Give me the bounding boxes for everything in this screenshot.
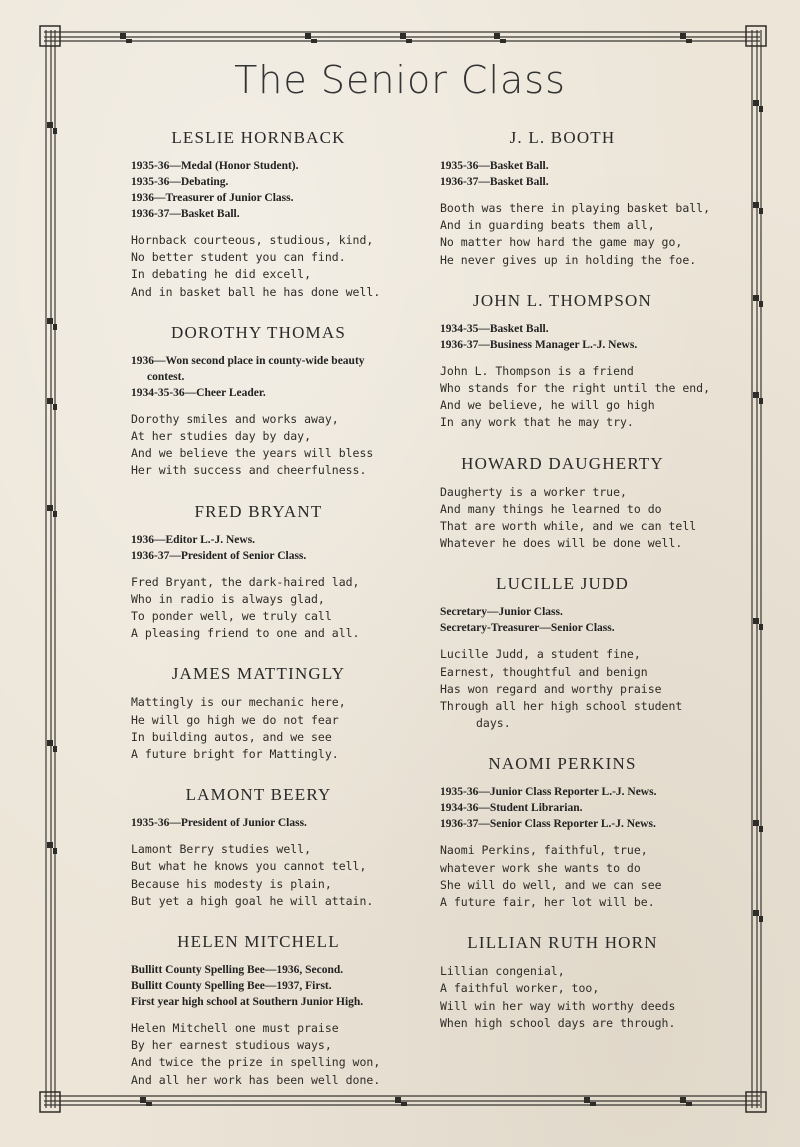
verse-line: A future bright for Mattingly. [131,747,339,762]
verse-line: No better student you can find. [131,250,346,265]
verse-line: Dorothy smiles and works away, [131,411,339,426]
verse-line: Her with success and cheerfulness. [131,463,367,478]
verse-line: At her studies day by day, [131,429,312,444]
activity-item: 1935-36—Medal (Honor Student). [131,160,299,172]
verse-line: He never gives up in holding the foe. [440,252,697,267]
activity-item: Bullitt County Spelling Bee—1936, Second. [131,964,344,977]
activity-item: 1934-35—Basket Ball. [440,322,549,335]
activities-list [440,604,685,636]
verse-line: Who stands for the right until the end, [440,381,711,396]
senior-entry [131,323,386,480]
activity-item: 1936-37—President of Senior Class. [131,549,307,562]
senior-entry [131,664,386,763]
verse-line: Through all her high school student [440,699,683,714]
senior-name: J. L. BOOTH [509,128,616,147]
activity-item: 1934-35-36—Cheer Leader. [131,386,266,399]
verse-line: And twice the prize in spelling won, [131,1055,381,1070]
verse-line: Has won regard and worthy praise [440,681,662,696]
activity-item: 1936—Editor L.-J. News. [131,533,256,546]
activity-item: 1936-37—Senior Class Reporter L.-J. News. [440,818,656,831]
verse [131,841,386,910]
verse-line: Mattingly is our mechanic here, [131,695,346,710]
senior-entry [440,754,685,911]
activity-item: 1936-37—Business Manager L.-J. News. [440,338,638,351]
activities-list [131,962,386,1010]
verse-line: Booth was there in playing basket ball, [440,201,711,215]
verse-line: A faithful worker, too, [440,981,600,996]
verse [131,411,386,480]
activity-item: 1935-36—Debating. [131,176,229,188]
activities-list [440,321,685,353]
verse-line: But what he knows you cannot tell, [131,859,367,874]
senior-entry [440,290,711,432]
verse-line: To ponder well, we truly call [131,609,332,624]
activity-item: 1936—Treasurer of Junior Class. [131,192,294,204]
page-title: The Senior Class [234,58,566,102]
verse [440,842,685,911]
verse-line: A pleasing friend to one and all. [131,626,360,641]
verse-line: But yet a high goal he will attain. [131,893,374,908]
senior-entry [440,574,685,732]
verse-line: And in basket ball he has done well. [131,284,381,299]
activities-list [131,815,386,831]
activity-item: 1934-36—Student Librarian. [440,802,583,815]
verse-line: Lucille Judd, a student fine, [440,647,641,662]
activities-list [440,784,685,832]
verse-line: whatever work she wants to do [440,860,641,875]
verse-line: He will go high we do not fear [131,712,339,727]
verse-line: Lamont Berry studies well, [131,842,312,857]
senior-name: NAOMI PERKINS [488,754,637,774]
left-column [131,128,386,1111]
senior-name: LILLIAN RUTH HORN [467,933,658,953]
verse [131,694,386,763]
verse [440,200,711,269]
verse-line: No matter how hard the game may go, [440,235,683,250]
verse-line: A future fair, her lot will be. [440,895,655,910]
verse-line: And in guarding beats them all, [440,218,655,233]
verse-line: By her earnest studious ways, [131,1038,332,1053]
verse [131,1020,386,1089]
activity-item: Secretary-Treasurer—Senior Class. [440,622,615,635]
verse-line: Hornback courteous, studious, kind, [131,233,374,247]
activity-item: 1935-36—President of Junior Class. [131,817,307,830]
verse-line: Will win her way with worthy deeds [440,998,676,1013]
senior-entry [131,502,386,643]
senior-entry [131,128,386,301]
senior-entry [131,785,386,910]
verse [131,574,386,643]
verse-line: Who in radio is always glad, [131,591,325,606]
senior-entry [131,932,386,1089]
verse-line: Because his modesty is plain, [131,876,332,891]
verse-line: days. [476,716,511,731]
senior-name: HELEN MITCHELL [177,932,340,952]
right-column [440,128,711,1054]
senior-name: LAMONT BEERY [185,785,332,805]
senior-name: JOHN L. THOMPSON [473,290,652,310]
verse [440,363,711,432]
verse [440,963,685,1032]
verse [131,232,386,301]
verse-line: Fred Bryant, the dark-haired lad, [131,574,360,589]
activity-item: 1936-37—Basket Ball. [440,176,549,188]
verse-line: And we believe, he will go high [440,398,655,413]
senior-entry [440,128,711,269]
verse [440,484,697,553]
activity-item: 1936-37—Basket Ball. [131,208,240,220]
verse-line: Earnest, thoughtful and benign [440,664,648,679]
senior-name: HOWARD DAUGHERTY [461,453,664,473]
activity-item: Secretary—Junior Class. [440,606,563,619]
verse-line: That are worth while, and we can tell [440,519,697,534]
verse-line: She will do well, and we can see [440,877,662,892]
senior-name: LESLIE HORNBACK [171,128,346,147]
senior-name: FRED BRYANT [194,501,323,521]
senior-name: JAMES MATTINGLY [171,664,346,684]
senior-name: LUCILLE JUDD [496,574,629,594]
activity-item: First year high school at Southern Junior High. [131,996,364,1009]
activities-list [131,158,386,222]
verse-line: When high school days are through. [440,1015,676,1030]
activity-item: 1935-36—Basket Ball. [440,160,549,172]
verse-line: And all her work has been well done. [131,1072,381,1087]
verse-line: And we believe the years will bless [131,446,374,461]
activities-list [440,158,685,190]
activity-item: 1935-36—Junior Class Reporter L.-J. News. [440,786,657,799]
verse [440,646,685,732]
senior-entry [440,453,697,553]
verse-line: Daugherty is a worker true, [440,484,627,499]
senior-entry [440,933,685,1032]
activities-list [131,532,386,564]
verse-line: In any work that he may try. [440,415,634,430]
verse-line: John L. Thompson is a friend [440,363,634,378]
activity-item: 1936—Won second place in county-wide beauty contest. [131,354,365,383]
verse-line: In building autos, and we see [131,729,332,744]
verse-line: Whatever he does will be done well. [440,536,683,551]
senior-name: DOROTHY THOMAS [170,322,346,342]
verse-line: Lillian congenial, [440,964,565,979]
activities-list [131,353,386,401]
verse-line: Helen Mitchell one must praise [131,1021,339,1036]
activity-item: Bullitt County Spelling Bee—1937, First. [131,980,332,993]
verse-line: In debating he did excell, [131,267,312,282]
verse-line: Naomi Perkins, faithful, true, [440,843,648,858]
verse-line: And many things he learned to do [440,501,662,516]
